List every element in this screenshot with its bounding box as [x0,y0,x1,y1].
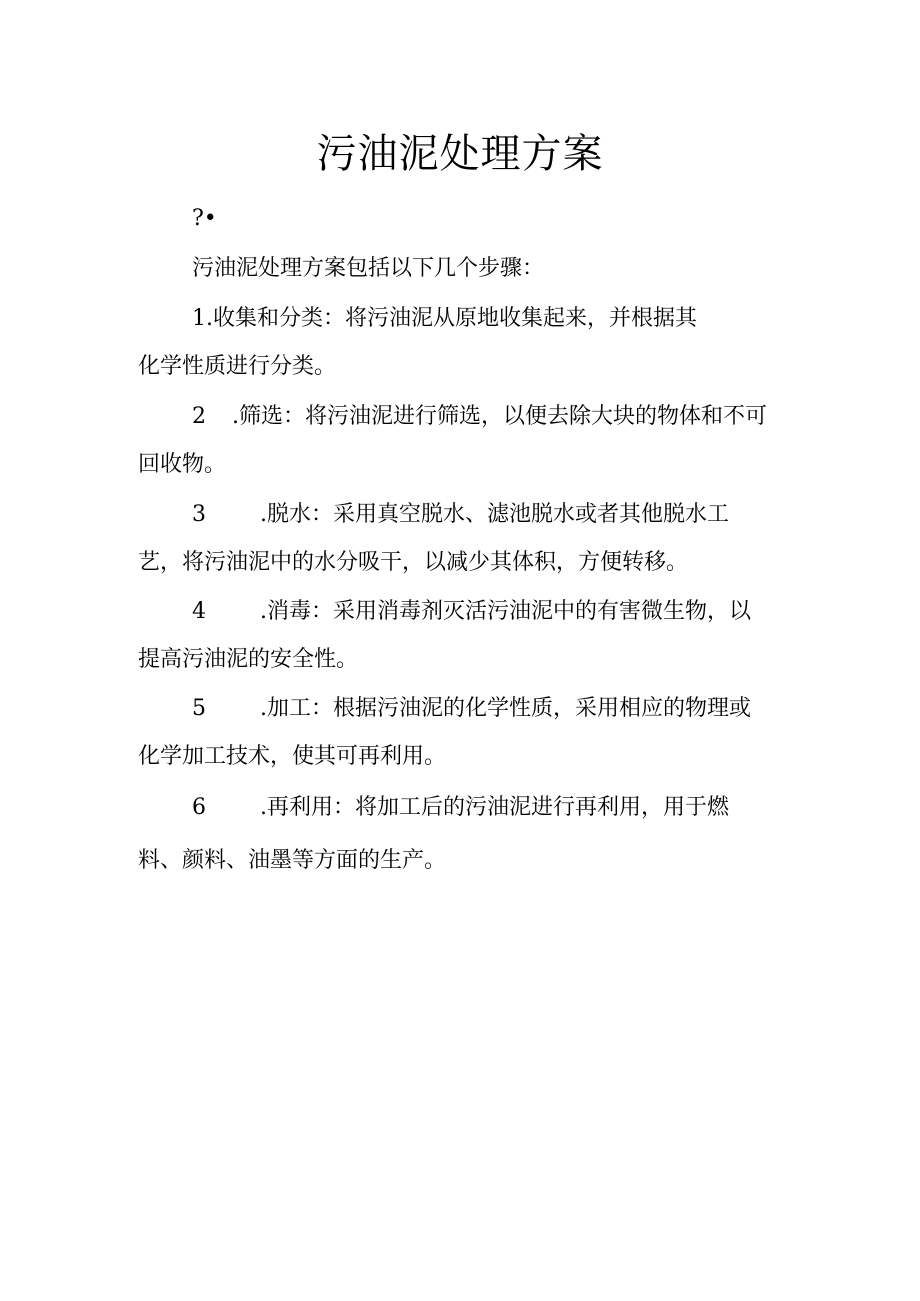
step-4-continuation: 提高污油泥的安全性。 [138,647,359,672]
step-4-number: 4 [192,599,206,624]
step-3-first-line [192,500,729,530]
step-6-number: 6 [192,795,206,820]
step-5-text: .加工：根据污油泥的化学性质，采用相应的物理或 [260,696,751,721]
step-5-continuation: 化学加工技术，使其可再利用。 [138,744,447,769]
step-1-first-line [192,304,697,334]
step-4-text: .消毒：采用消毒剂灭活污油泥中的有害微生物，以 [260,599,751,624]
step-1-continuation: 化学性质进行分类。 [138,354,337,379]
step-3-number: 3 [192,502,206,527]
step-6-text: .再利用：将加工后的污油泥进行再利用，用于燃 [260,795,729,820]
intro-paragraph: 污油泥处理方案包括以下几个步骤： [192,256,545,281]
step-6-continuation: 料、颜料、油墨等方面的生产。 [138,848,447,873]
step-1-text: 收集和分类：将污油泥从原地收集起来，并根据其 [213,306,698,331]
step-4-first-line [192,597,751,627]
step-2-first-line [192,402,767,432]
step-3-continuation: 艺，将污油泥中的水分吸干，以减少其体积，方便转移。 [138,550,689,575]
step-2-text: .筛选：将污油泥进行筛选，以便去除大块的物体和不可 [232,404,767,429]
step-6-first-line [192,793,729,823]
step-5-number: 5 [192,696,206,721]
step-3-text: .脱水：采用真空脱水、滤池脱水或者其他脱水工 [260,502,729,527]
marker-text: ?• [192,206,217,231]
step-1-number: 1. [192,306,213,331]
step-2-continuation: 回收物。 [138,452,227,477]
step-2-number: 2 [192,404,206,429]
step-5-first-line [192,694,751,724]
document-title: 污油泥处理方案 [316,131,604,177]
